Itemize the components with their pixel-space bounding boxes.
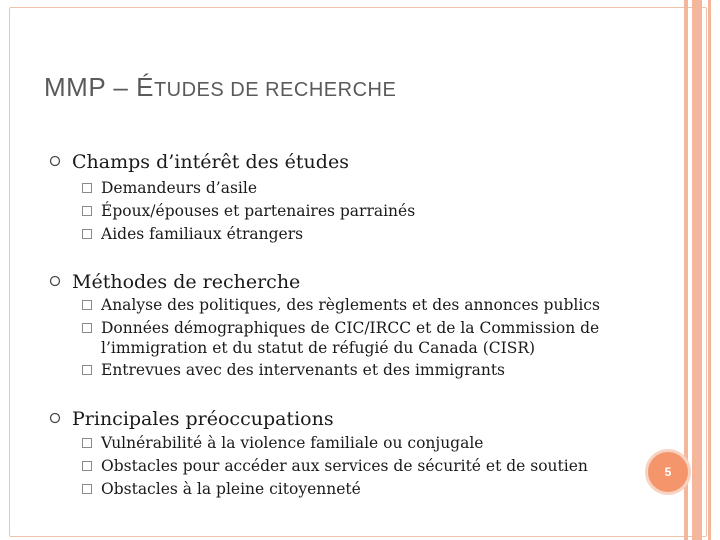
sun-bullet-icon	[49, 411, 61, 425]
right-stripe-wide	[692, 0, 702, 540]
list-item: Analyse des politiques, des règlements et des annonces publics	[101, 296, 600, 314]
list-item: Aides familiaux étrangers	[101, 225, 304, 243]
page-number-badge: 5	[645, 449, 691, 495]
section-heading-interests: Champs d’intérêt des études	[72, 151, 349, 173]
square-bullet-icon	[82, 323, 92, 333]
list-item: Obstacles à la pleine citoyenneté	[101, 480, 361, 498]
square-bullet-icon	[82, 183, 92, 193]
list-item: Époux/épouses et partenaires parrainés	[101, 202, 416, 220]
square-bullet-icon	[82, 438, 92, 448]
right-stripe-edge	[708, 0, 711, 540]
list-item: Données démographiques de CIC/IRCC et de la Commission de	[101, 319, 600, 337]
section-heading-concerns: Principales préoccupations	[72, 408, 334, 430]
list-item: Obstacles pour accéder aux services de sécurité et de soutien	[101, 457, 588, 475]
list-item: Entrevues avec des intervenants et des immigrants	[101, 361, 506, 379]
slide-title: MMP – ÉTUDES DE RECHERCHE	[44, 72, 397, 102]
sun-bullet-icon	[49, 274, 61, 288]
sun-bullet-icon	[49, 154, 61, 168]
list-item-continuation: l’immigration et du statut de réfugié du Canada (CISR)	[101, 339, 536, 357]
square-bullet-icon	[82, 229, 92, 239]
list-item: Demandeurs d’asile	[101, 179, 258, 197]
square-bullet-icon	[82, 365, 92, 375]
list-item: Vulnérabilité à la violence familiale ou conjugale	[101, 434, 484, 452]
square-bullet-icon	[82, 484, 92, 494]
section-heading-methods: Méthodes de recherche	[72, 271, 301, 293]
square-bullet-icon	[82, 300, 92, 310]
square-bullet-icon	[82, 206, 92, 216]
square-bullet-icon	[82, 461, 92, 471]
